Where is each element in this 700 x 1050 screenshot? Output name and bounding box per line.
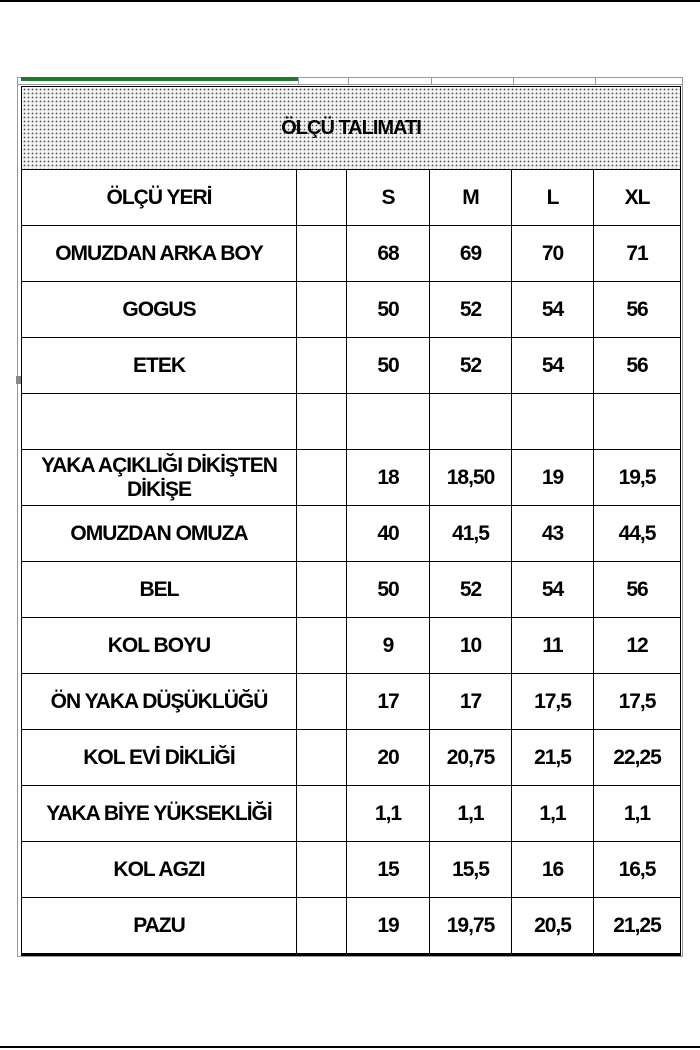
empty-cell bbox=[297, 506, 347, 562]
table-row bbox=[22, 674, 681, 730]
value-s: 17 bbox=[347, 674, 430, 730]
value-s: 1,1 bbox=[347, 786, 430, 842]
value-xl: 12 bbox=[594, 618, 681, 674]
value-l: 54 bbox=[512, 338, 594, 394]
row-label: KOL AGZI bbox=[22, 842, 297, 898]
value-s: 50 bbox=[347, 338, 430, 394]
value-m: 15,5 bbox=[430, 842, 512, 898]
column-header-strip bbox=[17, 77, 683, 85]
empty-cell bbox=[297, 450, 347, 506]
table-row bbox=[22, 506, 681, 562]
table-row-empty bbox=[22, 394, 681, 450]
measurement-table bbox=[21, 86, 681, 956]
value-xl: 56 bbox=[594, 338, 681, 394]
row-label: KOL BOYU bbox=[22, 618, 297, 674]
empty-cell bbox=[297, 618, 347, 674]
empty-cell bbox=[297, 338, 347, 394]
value-m: 18,50 bbox=[430, 450, 512, 506]
selected-column-indicator bbox=[21, 77, 299, 81]
value-l: 21,5 bbox=[512, 730, 594, 786]
row-label: ETEK bbox=[22, 338, 297, 394]
value-xl: 44,5 bbox=[594, 506, 681, 562]
value-s: 9 bbox=[347, 618, 430, 674]
value-xl: 71 bbox=[594, 226, 681, 282]
value-m: 17 bbox=[430, 674, 512, 730]
value-xl: 56 bbox=[594, 562, 681, 618]
value-m: 41,5 bbox=[430, 506, 512, 562]
value-l: 70 bbox=[512, 226, 594, 282]
value-l bbox=[512, 394, 594, 450]
row-label: YAKA BİYE YÜKSEKLİĞİ bbox=[22, 786, 297, 842]
value-m: 69 bbox=[430, 226, 512, 282]
row-label: KOL EVİ DİKLİĞİ bbox=[22, 730, 297, 786]
value-xl: 17,5 bbox=[594, 674, 681, 730]
column-header-size-s: S bbox=[347, 170, 430, 226]
table-row bbox=[22, 450, 681, 506]
value-s: 40 bbox=[347, 506, 430, 562]
value-l: 54 bbox=[512, 282, 594, 338]
column-divider bbox=[513, 77, 514, 85]
value-s bbox=[347, 394, 430, 450]
value-m: 1,1 bbox=[430, 786, 512, 842]
top-border-line bbox=[0, 0, 700, 2]
value-l: 20,5 bbox=[512, 898, 594, 955]
value-l: 19 bbox=[512, 450, 594, 506]
table-title: ÖLÇÜ TALIMATI bbox=[22, 87, 681, 170]
empty-cell bbox=[297, 842, 347, 898]
value-xl: 21,25 bbox=[594, 898, 681, 955]
empty-cell bbox=[297, 562, 347, 618]
value-l: 43 bbox=[512, 506, 594, 562]
value-s: 19 bbox=[347, 898, 430, 955]
empty-cell bbox=[297, 898, 347, 955]
table-row bbox=[22, 338, 681, 394]
row-label: PAZU bbox=[22, 898, 297, 955]
value-xl bbox=[594, 394, 681, 450]
value-xl: 19,5 bbox=[594, 450, 681, 506]
value-l: 11 bbox=[512, 618, 594, 674]
column-header-measure-point: ÖLÇÜ YERİ bbox=[22, 170, 297, 226]
header-row bbox=[22, 170, 681, 226]
value-m: 19,75 bbox=[430, 898, 512, 955]
value-m bbox=[430, 394, 512, 450]
column-divider bbox=[595, 77, 596, 85]
column-divider bbox=[431, 77, 432, 85]
value-s: 20 bbox=[347, 730, 430, 786]
value-l: 1,1 bbox=[512, 786, 594, 842]
value-xl: 22,25 bbox=[594, 730, 681, 786]
value-xl: 56 bbox=[594, 282, 681, 338]
row-label: BEL bbox=[22, 562, 297, 618]
value-l: 16 bbox=[512, 842, 594, 898]
column-header-empty bbox=[297, 170, 347, 226]
table-row bbox=[22, 562, 681, 618]
empty-cell bbox=[297, 394, 347, 450]
column-header-size-l: L bbox=[512, 170, 594, 226]
value-m: 52 bbox=[430, 562, 512, 618]
empty-cell bbox=[297, 674, 347, 730]
empty-cell bbox=[297, 730, 347, 786]
table-row bbox=[22, 786, 681, 842]
value-s: 15 bbox=[347, 842, 430, 898]
value-l: 17,5 bbox=[512, 674, 594, 730]
empty-cell bbox=[297, 786, 347, 842]
table-row bbox=[22, 226, 681, 282]
row-label: OMUZDAN OMUZA bbox=[22, 506, 297, 562]
table-row bbox=[22, 282, 681, 338]
column-header-size-xl: XL bbox=[594, 170, 681, 226]
value-m: 20,75 bbox=[430, 730, 512, 786]
value-s: 50 bbox=[347, 562, 430, 618]
empty-cell bbox=[297, 226, 347, 282]
table-row bbox=[22, 842, 681, 898]
bottom-border-line bbox=[0, 1046, 700, 1048]
value-xl: 1,1 bbox=[594, 786, 681, 842]
row-label: YAKA AÇIKLIĞI DİKİŞTEN DİKİŞE bbox=[22, 450, 297, 506]
row-label bbox=[22, 394, 297, 450]
column-header-size-m: M bbox=[430, 170, 512, 226]
table-row bbox=[22, 730, 681, 786]
value-m: 52 bbox=[430, 282, 512, 338]
value-s: 50 bbox=[347, 282, 430, 338]
row-label: OMUZDAN ARKA BOY bbox=[22, 226, 297, 282]
row-label: ÖN YAKA DÜŞÜKLÜĞÜ bbox=[22, 674, 297, 730]
column-divider bbox=[298, 77, 299, 85]
value-m: 52 bbox=[430, 338, 512, 394]
value-m: 10 bbox=[430, 618, 512, 674]
value-s: 18 bbox=[347, 450, 430, 506]
empty-cell bbox=[297, 282, 347, 338]
row-label: GOGUS bbox=[22, 282, 297, 338]
value-l: 54 bbox=[512, 562, 594, 618]
table-row bbox=[22, 898, 681, 955]
value-xl: 16,5 bbox=[594, 842, 681, 898]
column-divider bbox=[348, 77, 349, 85]
value-s: 68 bbox=[347, 226, 430, 282]
table-row bbox=[22, 618, 681, 674]
